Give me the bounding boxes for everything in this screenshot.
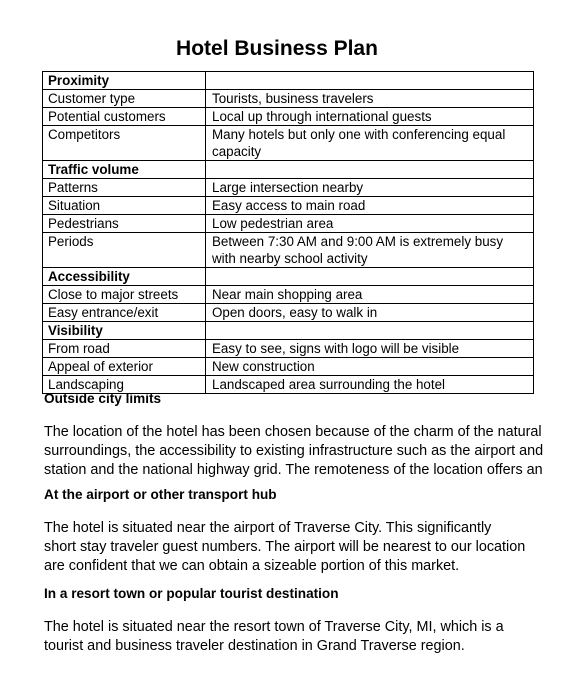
table-row-value: Easy access to main road xyxy=(206,197,534,215)
table-section-row xyxy=(43,268,534,286)
section-body-airport: The hotel is situated near the airport of Traverse City. This significantly short stay traveler guest numbers. The airport will be nearest to our location are confident that we can obtain a sizeable portion of this market. xyxy=(44,520,526,574)
table-row-key: Pedestrians xyxy=(43,215,206,233)
table-row xyxy=(43,233,534,268)
table-row-value: Near main shopping area xyxy=(206,286,534,304)
table-row-key: Competitors xyxy=(43,126,206,161)
table-section-label: Traffic volume xyxy=(43,161,206,179)
table-section-label: Accessibility xyxy=(43,268,206,286)
table-section-row xyxy=(43,322,534,340)
table-row-value: Between 7:30 AM and 9:00 AM is extremely busy with nearby school activity xyxy=(206,233,534,268)
table-row-value: Low pedestrian area xyxy=(206,215,534,233)
table-row-key: Easy entrance/exit xyxy=(43,304,206,322)
table-row xyxy=(43,90,534,108)
table-row xyxy=(43,179,534,197)
table-row-key: From road xyxy=(43,340,206,358)
table-row-value: Open doors, easy to walk in xyxy=(206,304,534,322)
table-row-key: Close to major streets xyxy=(43,286,206,304)
table-empty-cell xyxy=(206,161,534,179)
table-empty-cell xyxy=(206,72,534,90)
table-row-key: Potential customers xyxy=(43,108,206,126)
table-row-key: Landscaping xyxy=(43,376,206,394)
section-heading-airport: At the airport or other transport hub xyxy=(44,487,277,502)
table-row-value: New construction xyxy=(206,358,534,376)
page-title: Hotel Business Plan xyxy=(176,37,378,60)
table-row xyxy=(43,126,534,161)
table-section-label: Proximity xyxy=(43,72,206,90)
table-section-label: Visibility xyxy=(43,322,206,340)
table-row xyxy=(43,304,534,322)
table-row-value: Many hotels but only one with conferencing equal capacity xyxy=(206,126,534,161)
table-row-value: Local up through international guests xyxy=(206,108,534,126)
table-empty-cell xyxy=(206,322,534,340)
table-section-row xyxy=(43,161,534,179)
table-row xyxy=(43,197,534,215)
table-row xyxy=(43,215,534,233)
section-body-outside-city-limits: The location of the hotel has been chosen because of the charm of the natural surroundings, the accessibility to existing infrastructure such as the airport and station and the national highway grid. The remoteness of the location offers an xyxy=(44,424,544,478)
table-row xyxy=(43,108,534,126)
table-section-row xyxy=(43,72,534,90)
table-row-value: Landscaped area surrounding the hotel xyxy=(206,376,534,394)
business-plan-table-body xyxy=(43,72,534,394)
business-plan-table xyxy=(42,71,534,394)
table-row xyxy=(43,340,534,358)
table-row xyxy=(43,286,534,304)
table-row xyxy=(43,358,534,376)
section-heading-resort-town: In a resort town or popular tourist destination xyxy=(44,586,339,601)
section-body-resort-town: The hotel is situated near the resort town of Traverse City, MI, which is a tourist and business traveler destination in Grand Traverse region. xyxy=(44,619,504,654)
table-row-value: Large intersection nearby xyxy=(206,179,534,197)
section-heading-outside-city-limits: Outside city limits xyxy=(44,391,162,406)
table-empty-cell xyxy=(206,268,534,286)
table-row-key: Appeal of exterior xyxy=(43,358,206,376)
table-row-value: Easy to see, signs with logo will be visible xyxy=(206,340,534,358)
table-row-key: Patterns xyxy=(43,179,206,197)
table-row-value: Tourists, business travelers xyxy=(206,90,534,108)
table-row-key: Customer type xyxy=(43,90,206,108)
table-row-key: Situation xyxy=(43,197,206,215)
table-row-key: Periods xyxy=(43,233,206,268)
